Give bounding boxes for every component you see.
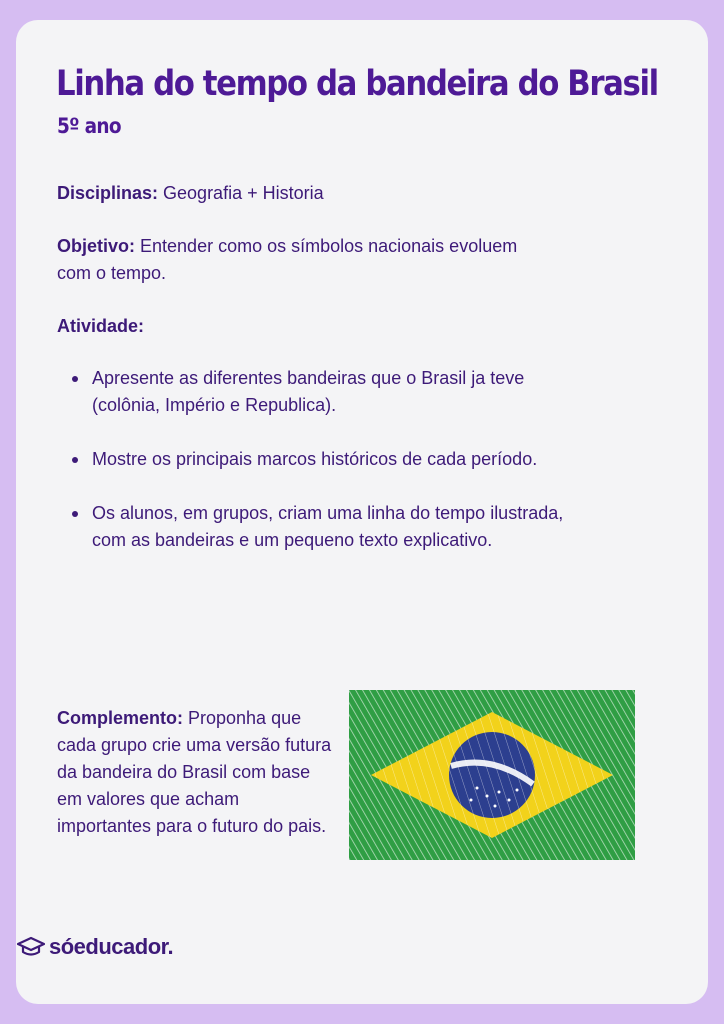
disciplinas-label: Disciplinas: xyxy=(57,183,159,203)
brand-logo xyxy=(17,932,173,962)
brazil-flag-icon xyxy=(347,688,637,862)
list-item: Apresente as diferentes bandeiras que o Brasil ja teve (colônia, Império e Republica). xyxy=(72,365,592,419)
brazil-flag-illustration xyxy=(347,688,637,862)
list-item: Os alunos, em grupos, criam uma linha do tempo ilustrada, com as bandeiras e um pequeno texto explicativo. xyxy=(72,500,592,554)
objetivo-paragraph xyxy=(57,233,537,287)
disciplinas-value: Geografia + Historia xyxy=(158,183,324,203)
complemento-label: Complemento: xyxy=(57,708,183,728)
complemento-paragraph xyxy=(57,705,332,840)
graduation-cap-icon xyxy=(17,936,45,958)
grade-label: 5º ano xyxy=(57,114,121,138)
list-item: Mostre os principais marcos históricos de cada período. xyxy=(72,446,592,473)
brand-name: sóeducador. xyxy=(49,934,174,959)
atividade-list xyxy=(72,365,592,581)
objetivo-label: Objetivo: xyxy=(57,236,136,256)
page-title: Linha do tempo da bandeira do Brasil xyxy=(56,64,658,104)
complemento-value: Proponha que cada grupo crie uma versão futura da bandeira do Brasil com base em valores que acham importantes para o futuro do pais. xyxy=(57,708,332,836)
objetivo-value: Entender como os símbolos nacionais evoluem com o tempo. xyxy=(57,236,518,283)
atividade-label: Atividade: xyxy=(57,316,145,336)
disciplinas-line xyxy=(57,180,577,207)
